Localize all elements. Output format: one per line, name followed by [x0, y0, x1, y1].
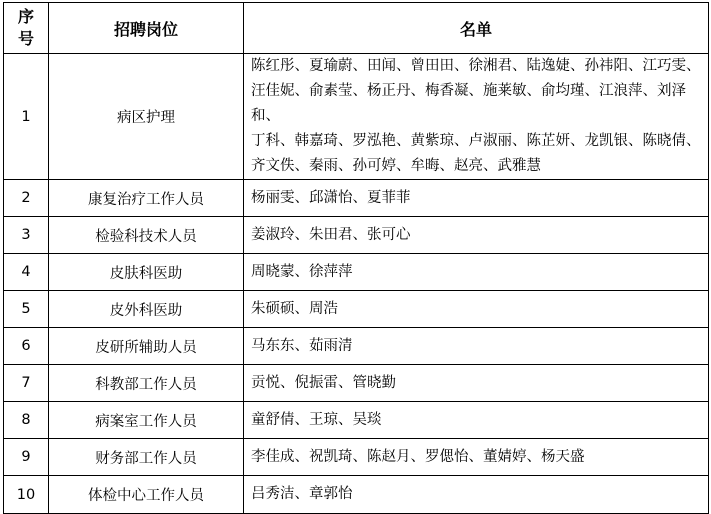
table-row [4, 402, 709, 439]
header-serial-number-line2: 号 [17, 29, 34, 48]
row-names: 杨丽雯、邱潇怡、夏菲菲 [244, 180, 709, 217]
header-names: 名单 [244, 3, 709, 54]
row-names: 贡悦、倪振雷、管晓勤 [244, 365, 709, 402]
table-row [4, 328, 709, 365]
row-position: 体检中心工作人员 [49, 476, 244, 514]
header-serial-number-line1: 序 [17, 7, 34, 26]
row-position: 康复治疗工作人员 [49, 180, 244, 217]
row-number: 5 [4, 291, 49, 328]
row-names-line: 丁科、韩嘉琦、罗泓艳、黄紫琼、卢淑丽、陈芷妍、龙凯银、陈晓倩、 [251, 133, 701, 149]
row-names-line: 陈红彤、夏瑜蔚、田闻、曾田田、徐湘君、陆逸婕、孙祎阳、江巧雯、 [251, 58, 701, 74]
table-row [4, 365, 709, 402]
header-serial-number [4, 3, 49, 54]
row-names: 吕秀洁、章郭怡 [244, 476, 709, 514]
row-names: 朱硕硕、周浩 [244, 291, 709, 328]
row-names-line: 汪佳妮、俞素莹、杨正丹、梅香凝、施莱敏、俞均瑾、江浪萍、刘泽和、 [251, 83, 686, 124]
row-number: 1 [4, 54, 49, 180]
header-row [4, 3, 709, 54]
table-row [4, 180, 709, 217]
row-number: 10 [4, 476, 49, 514]
row-position: 病案室工作人员 [49, 402, 244, 439]
row-names: 李佳成、祝凯琦、陈赵月、罗偲怡、董婧婷、杨天盛 [244, 439, 709, 476]
row-position: 皮外科医助 [49, 291, 244, 328]
row-number: 6 [4, 328, 49, 365]
table-row [4, 217, 709, 254]
table-row [4, 54, 709, 180]
table-row [4, 291, 709, 328]
row-number: 4 [4, 254, 49, 291]
row-number: 7 [4, 365, 49, 402]
row-names: 马东东、茹雨清 [244, 328, 709, 365]
table-row [4, 439, 709, 476]
table-row [4, 254, 709, 291]
row-names: 姜淑玲、朱田君、张可心 [244, 217, 709, 254]
row-position: 病区护理 [49, 54, 244, 180]
row-position: 皮研所辅助人员 [49, 328, 244, 365]
row-position: 科教部工作人员 [49, 365, 244, 402]
row-number: 8 [4, 402, 49, 439]
row-number: 3 [4, 217, 49, 254]
row-number: 9 [4, 439, 49, 476]
row-names [244, 54, 709, 180]
row-position: 检验科技术人员 [49, 217, 244, 254]
row-names: 童舒倩、王琼、吴琰 [244, 402, 709, 439]
row-names-line: 齐文佚、秦雨、孙可婷、牟晦、赵亮、武雅慧 [251, 158, 541, 174]
row-number: 2 [4, 180, 49, 217]
row-position: 皮肤科医助 [49, 254, 244, 291]
recruitment-results-table [3, 2, 709, 514]
header-position: 招聘岗位 [49, 3, 244, 54]
table-row [4, 476, 709, 514]
row-names: 周晓蒙、徐萍萍 [244, 254, 709, 291]
row-position: 财务部工作人员 [49, 439, 244, 476]
